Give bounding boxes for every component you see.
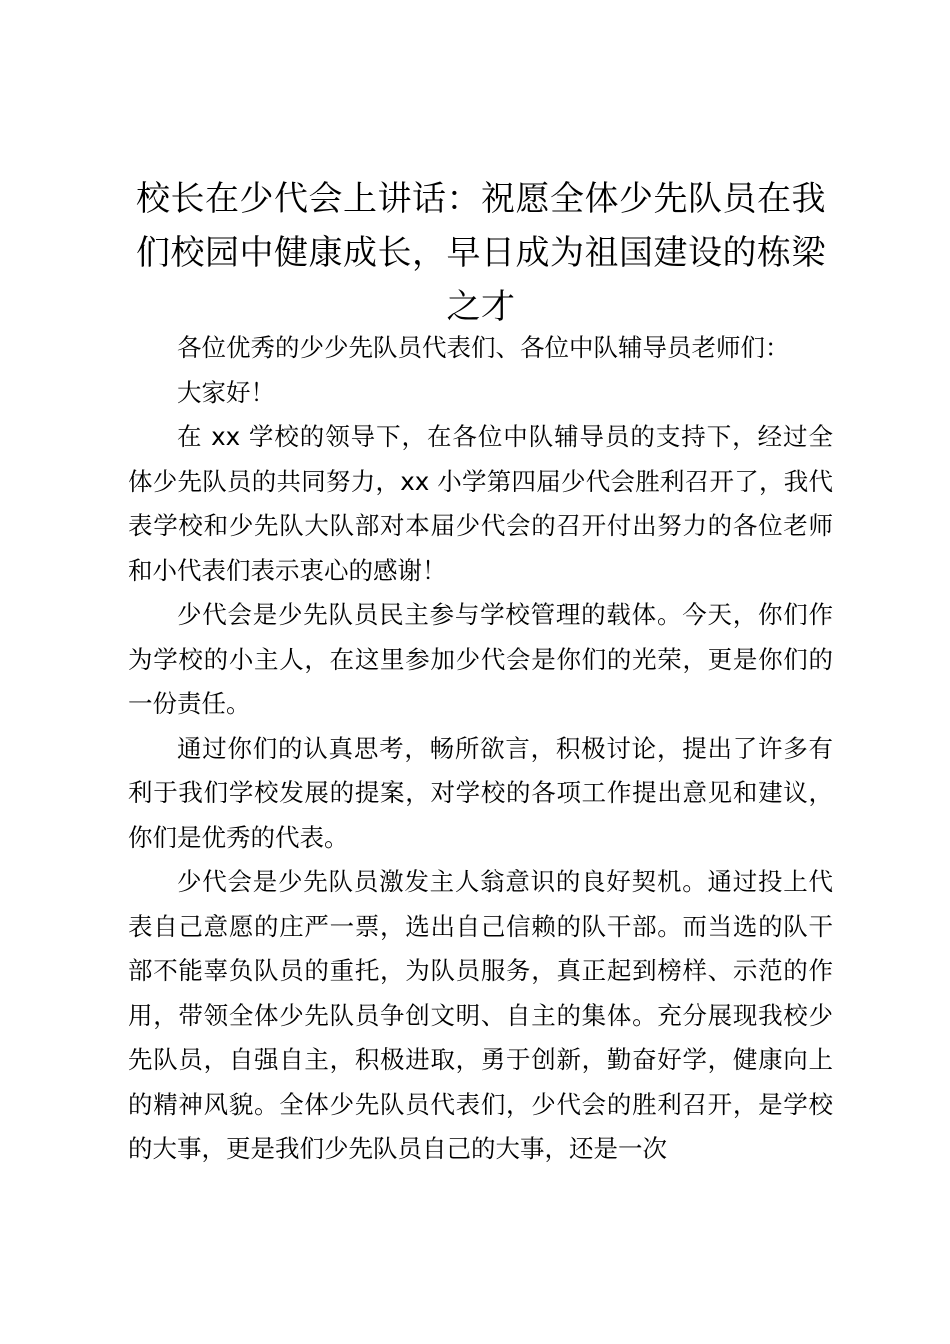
- salutation-paragraph: 各位优秀的少少先队员代表们、各位中队辅导员老师们：: [177, 333, 790, 362]
- greeting-paragraph: 大家好！: [177, 377, 275, 407]
- document-title: 校长在少代会上讲话：祝愿全体少先队员在我们校园中健康成长，早日成为祖国建设的栋梁之才: [136, 179, 826, 327]
- body-paragraph: 在 xx 学校的领导下，在各位中队辅导员的支持下，经过全体少先队员的共同努力，xx 小学第四届少代会胜利召开了，我代表学校和少先队大队部对本届少代会的召开付出努力的各位老师和小代表们表示衷心的感谢！: [128, 422, 833, 585]
- body-paragraph: 少代会是少先队员激发主人翁意识的良好契机。通过投上代表自己意愿的庄严一票，选出自己信赖的队干部。而当选的队干部不能辜负队员的重托，为队员服务，真正起到榜样、示范的作用，带领全体少先队员争创文明、自主的集体。充分展现我校少先队员，自强自主，积极进取，勇于创新，勤奋好学，健康向上的精神风貌。全体少先队员代表们，少代会的胜利召开，是学校的大事，更是我们少先队员自己的大事，还是一次: [128, 867, 833, 1163]
- body-paragraph: 通过你们的认真思考，畅所欲言，积极讨论，提出了许多有利于我们学校发展的提案，对学校的各项工作提出意见和建议，你们是优秀的代表。: [128, 733, 833, 852]
- document-body: [128, 326, 833, 1172]
- body-paragraph: 少代会是少先队员民主参与学校管理的载体。今天，你们作为学校的小主人，在这里参加少代会是你们的光荣，更是你们的一份责任。: [128, 600, 833, 718]
